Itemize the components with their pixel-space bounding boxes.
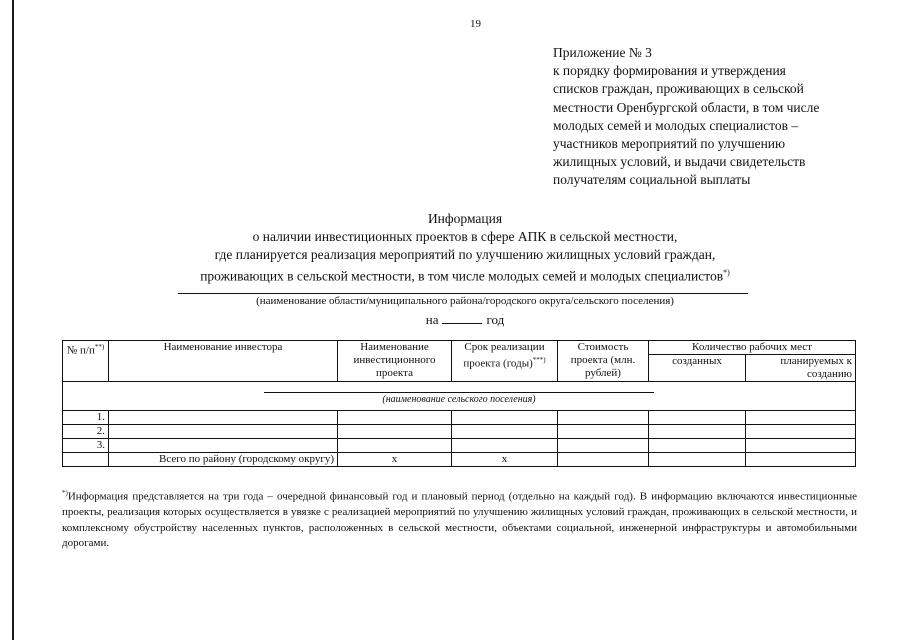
year-line: [100, 312, 830, 328]
document-title: [100, 210, 830, 286]
left-margin-rule: [12, 0, 14, 640]
title-line-text: проживающих в сельской местности, в том числе молодых семей и молодых специалистов: [200, 268, 724, 284]
page-number: 19: [470, 18, 481, 30]
header-period: Срок реализации проекта (годы)***): [452, 341, 558, 382]
title-line: о наличии инвестиционных проектов в сфере АПК в сельской местности,: [252, 229, 678, 244]
header-investor: Наименование инвестора: [109, 341, 338, 382]
year-prefix: на: [425, 312, 439, 327]
region-fill-line: [178, 293, 748, 294]
header-number: № п/п**): [63, 341, 109, 382]
appendix-line: Приложение № 3: [553, 45, 652, 60]
appendix-line: участников мероприятий по улучшению: [553, 136, 786, 152]
row-number: 1.: [63, 411, 109, 425]
settlement-caption: (наименование сельского поселения): [382, 394, 536, 405]
total-label: Всего по району (городскому округу): [109, 453, 338, 467]
row-number: 2.: [63, 425, 109, 439]
total-project-x: x: [338, 453, 452, 467]
total-row: [63, 453, 856, 467]
title-heading: Информация: [427, 211, 503, 226]
footnote-mark: *): [62, 489, 68, 497]
appendix-line: к порядку формирования и утверждения: [553, 63, 786, 79]
appendix-line: местности Оренбургской области, в том числе: [553, 99, 820, 115]
header-jobs: Количество рабочих мест: [649, 341, 856, 355]
table-row: [63, 425, 856, 439]
title-line: где планируется реализация мероприятий по улучшению жилищных условий граждан,: [214, 247, 716, 262]
table-row: [63, 411, 856, 425]
title-line: [100, 264, 830, 286]
header-jobs-created: созданных: [649, 355, 746, 382]
region-caption: (наименование области/муниципального района/городского округа/сельского поселения): [256, 295, 674, 307]
footnote-mark: *): [723, 268, 730, 277]
appendix-block: [553, 44, 883, 190]
header-jobs-planned: планируемых к созданию: [746, 355, 856, 382]
row-number: 3.: [63, 439, 109, 453]
total-period-x: x: [452, 453, 558, 467]
footnote-text: Информация представляется на три года – очередной финансовый год и плановый период (отдельно на каждый год). В информацию включаются инвестиционные проекты, реализация которых осуществляется в увязке с реализацией мероприятий по улучшению жилищных условий граждан, проживающих в сельской местности, и комплексному обустройству населенных пунктов, расположенных в сельской местности, объектами социальной, инженерной инфраструктуры и автомобильными дорогами.: [62, 490, 857, 550]
appendix-line: получателям социальной выплаты: [553, 172, 751, 188]
header-cost: Стоимость проекта (млн. рублей): [558, 341, 649, 382]
appendix-line: списков граждан, проживающих в сельской: [553, 81, 804, 97]
footnote: [62, 486, 857, 552]
year-suffix: год: [486, 312, 505, 327]
header-project: Наименование инвестиционного проекта: [338, 341, 452, 382]
settlement-row: [63, 382, 856, 411]
year-blank: [442, 312, 482, 324]
appendix-line: жилищных условий, и выдачи свидетельств: [553, 154, 806, 170]
table-row: [63, 439, 856, 453]
investment-projects-table: [62, 340, 856, 467]
appendix-line: молодых семей и молодых специалистов –: [553, 117, 799, 133]
